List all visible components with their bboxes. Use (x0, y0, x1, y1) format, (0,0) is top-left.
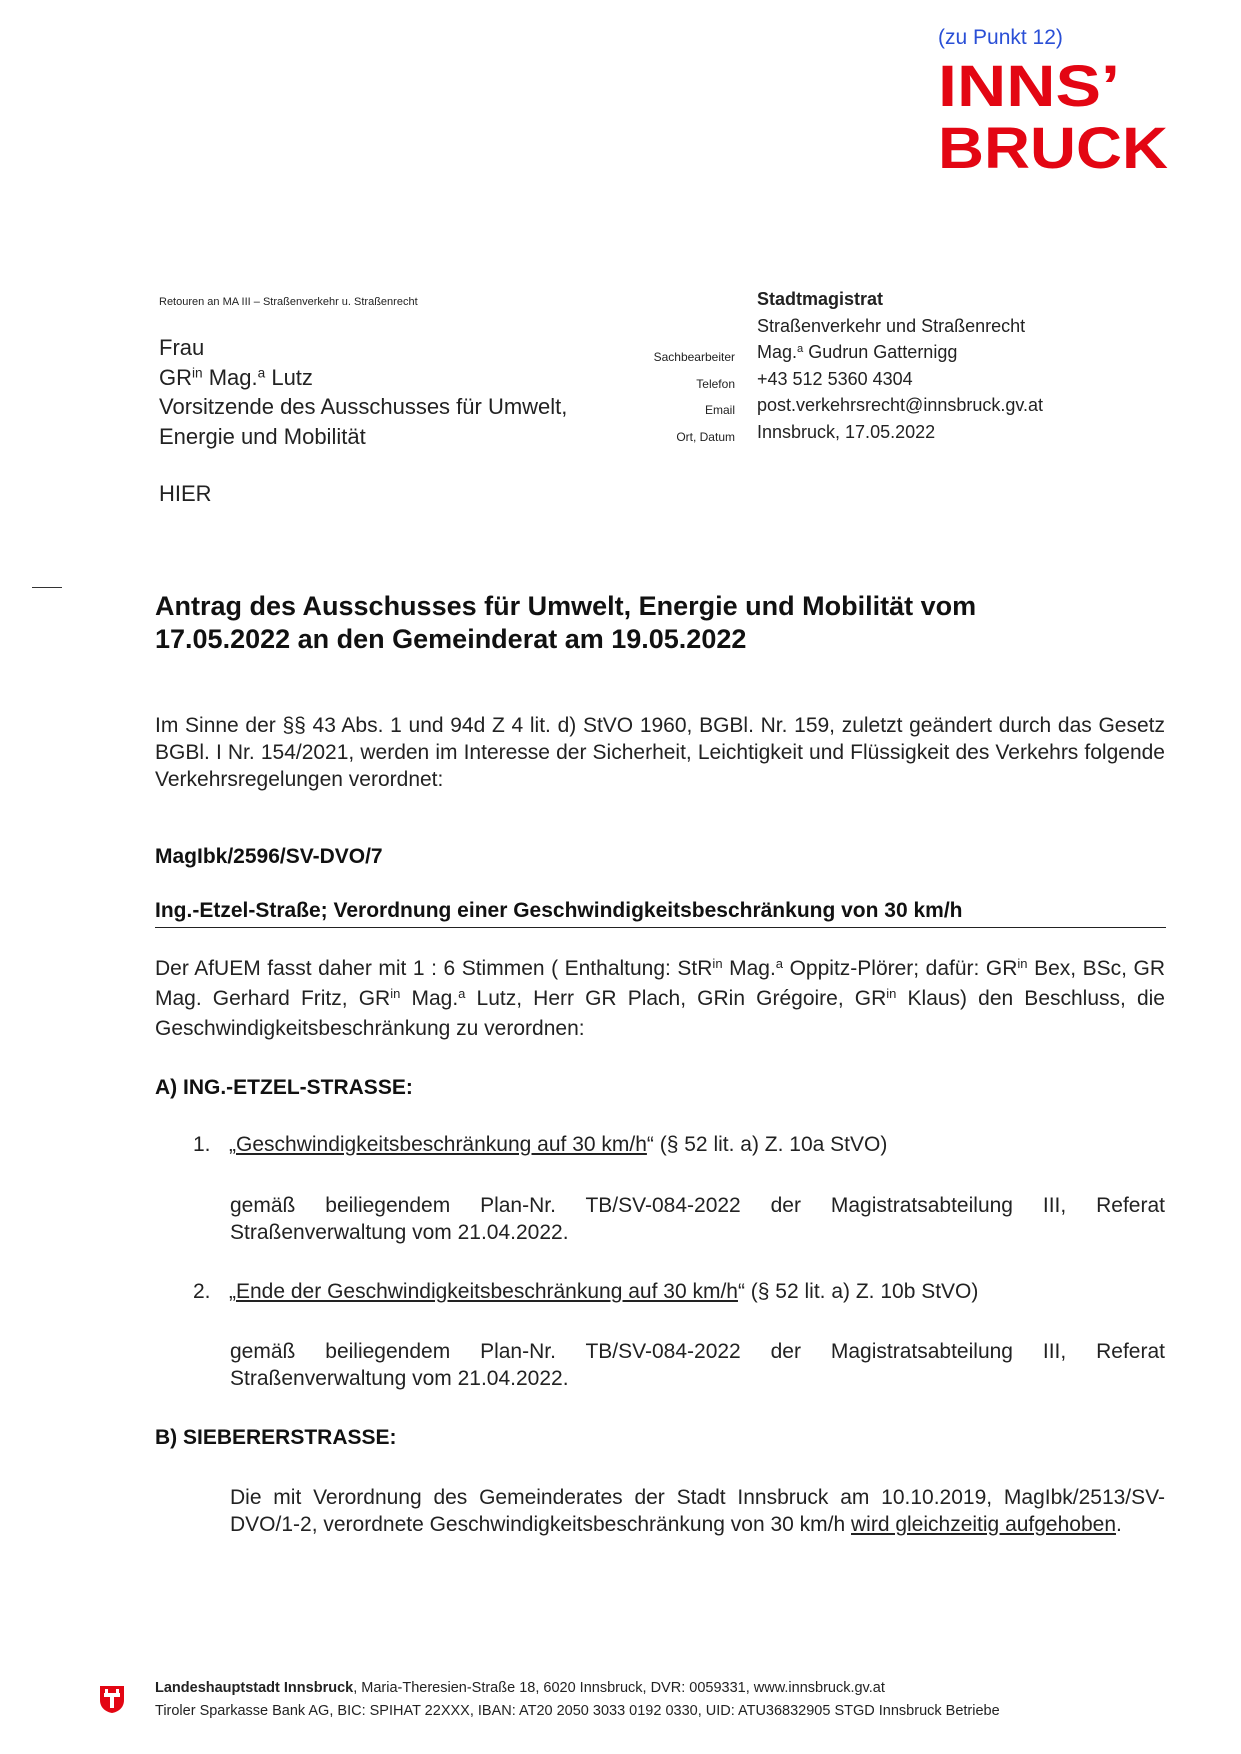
label-phone: Telefon (696, 376, 735, 391)
sign-name: Geschwindigkeitsbeschränkung auf 30 km/h (236, 1133, 647, 1156)
innsbruck-logo (938, 56, 1170, 174)
resolution-paragraph: Der AfUEM fasst daher mit 1 : 6 Stimmen ( Enthaltung: StR$^{in}$ Mag.$^a$ Oppitz-Plörer; dafür: $GR^{in}$ Bex, BSc, GR Mag. Gerhard Fritz, $GR^{in}$ Mag.$^a$ Lutz, Herr GR Plach, GRin Grégoire, $GR^{in}$ Klaus) den Beschluss, die Geschwindigkeitsbeschränkung zu verordnen: (155, 955, 1166, 1040)
plan-reference: gemäß beiliegendem Plan-Nr. TB/SV-084-2022 der Magistratsabteilung III, Referat Straßenverwaltung vom 21.04.2022. (230, 1340, 1165, 1390)
recipient-name: $GR^{in}$ Mag.$^a$ Lutz (159, 364, 313, 390)
sender-phone: +43 512 5360 4304 (757, 368, 913, 389)
list-item-text: „Ende der Geschwindigkeitsbeschränkung auf 30 km/h“ (§ 52 lit. a) Z. 10b StVO) (229, 1280, 979, 1303)
footer (155, 1677, 1000, 1723)
sender-email[interactable]: post.verkehrsrecht@innsbruck.gv.at (757, 395, 1044, 415)
sender-department: Stadtmagistrat (757, 289, 884, 309)
sender-labels (600, 344, 735, 450)
sender-block (757, 286, 1043, 445)
footer-line-2: Tiroler Sparkasse Bank AG, BIC: SPIHAT 22XXX, IBAN: AT20 2050 3033 0192 0330, UID: ATU36832905 STGD Innsbruck Betriebe (155, 1703, 1000, 1719)
section-a-heading: A) ING.-ETZEL-STRASSE: (155, 1076, 413, 1099)
agenda-note: (zu Punkt 12) (938, 26, 1063, 49)
section-b-paragraph: Die mit Verordnung des Gemeinderates der Stadt Innsbruck am 10.10.2019, MagIbk/2513/SV-DVO/1-2, verordnete Geschwindigkeitsbeschränkung von 30 km/h wird gleichzeitig aufgehoben. (230, 1486, 1165, 1536)
innsbruck-coat-of-arms-icon (98, 1684, 126, 1714)
label-clerk: Sachbearbeiter (653, 350, 735, 364)
section-b-heading: B) SIEBERERSTRASSE: (155, 1426, 397, 1449)
recipient-role-line-1: Vorsitzende des Ausschusses für Umwelt, (159, 394, 568, 419)
list-item-number: 1. (193, 1133, 211, 1156)
logo-line-2: BRUCK (938, 116, 1169, 174)
plan-reference: gemäß beiliegendem Plan-Nr. TB/SV-084-2022 der Magistratsabteilung III, Referat Straßenverwaltung vom 21.04.2022. (230, 1194, 1165, 1244)
recipient-salutation: Frau (159, 335, 205, 360)
recipient-location: HIER (159, 481, 212, 506)
document-title: Antrag des Ausschusses für Umwelt, Energie und Mobilität vom 17.05.2022 an den Gemeinderat am 19.05.2022 (155, 591, 977, 654)
return-address: Retouren an MA III – Straßenverkehr u. Straßenrecht (159, 296, 418, 308)
sender-unit: Straßenverkehr und Straßenrecht (757, 315, 1026, 336)
sender-clerk: Mag.$^a$ Gudrun Gatternigg (757, 342, 958, 362)
recipient-role-line-2: Energie und Mobilität (159, 423, 366, 449)
recipient-block (159, 333, 567, 451)
footer-line-1: Landeshauptstadt Innsbruck, Maria-Theresien-Straße 18, 6020 Innsbruck, DVR: 0059331, www.innsbruck.gv.at (155, 1680, 885, 1696)
list-item-number: 2. (193, 1280, 211, 1303)
sender-place-date: Innsbruck, 17.05.2022 (757, 421, 936, 442)
fold-mark (32, 587, 62, 588)
list-item-text: „Geschwindigkeitsbeschränkung auf 30 km/h“ (§ 52 lit. a) Z. 10a StVO) (229, 1133, 888, 1156)
sign-name: Ende der Geschwindigkeitsbeschränkung auf 30 km/h (236, 1280, 738, 1303)
label-email: Email (704, 403, 735, 417)
topic-heading: Ing.-Etzel-Straße; Verordnung einer Geschwindigkeitsbeschränkung von 30 km/h (155, 899, 1166, 928)
label-place-date: Ort, Datum (676, 429, 735, 444)
intro-paragraph: Im Sinne der §§ 43 Abs. 1 und 94d Z 4 lit. d) StVO 1960, BGBl. Nr. 159, zuletzt geändert durch das Gesetz BGBl. I Nr. 154/2021, werden im Interesse der Sicherheit, Leichtigkeit und Flüssigkeit des Verkehrs folgende Verkehrsregelungen verordnet: (155, 714, 1165, 791)
file-number: MagIbk/2596/SV-DVO/7 (155, 845, 383, 868)
logo-line-1: INNS’ (938, 56, 1120, 119)
